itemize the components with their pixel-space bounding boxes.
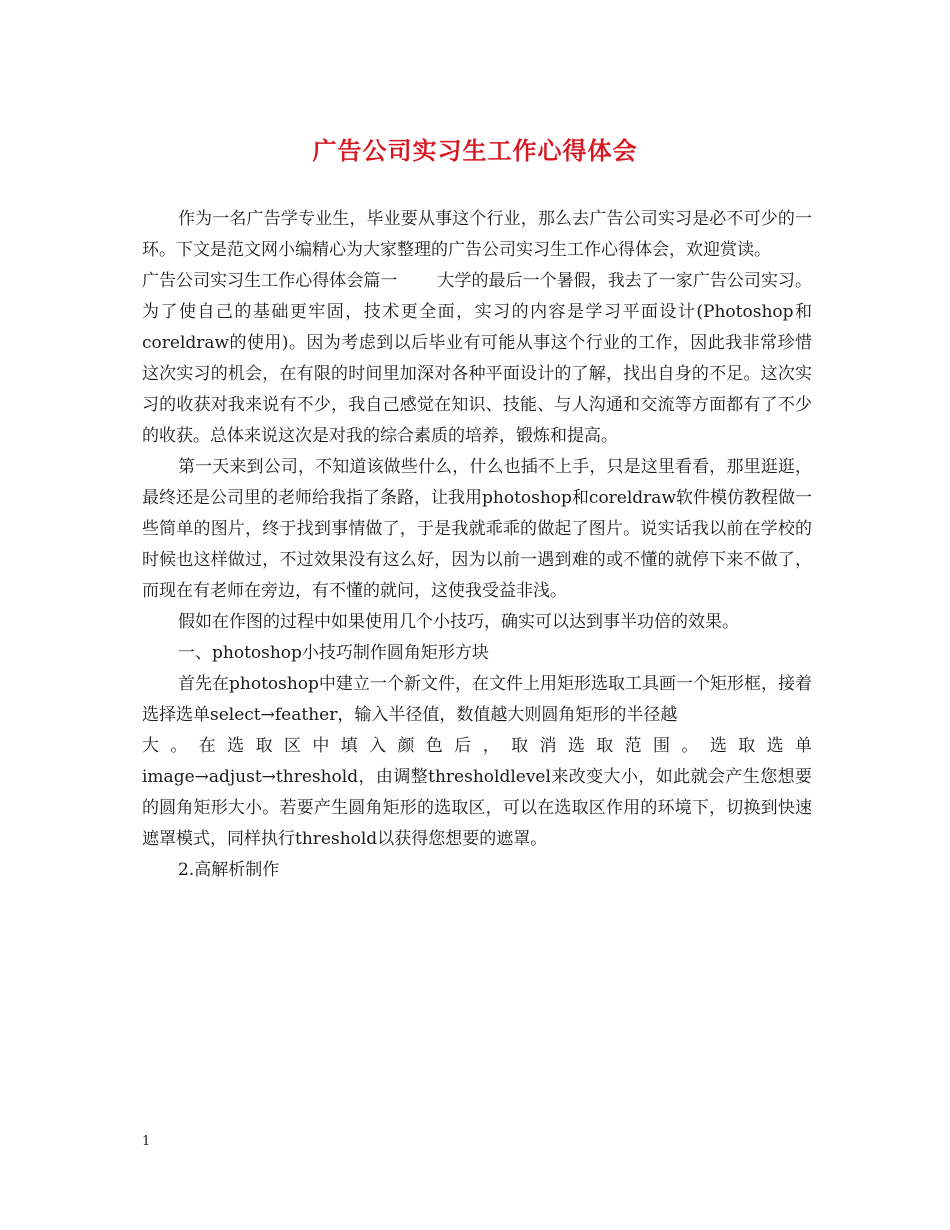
rounded-rect-line2: 大。在选取区中填入颜色后，取消选取范围。选取选单: [142, 736, 812, 756]
section-heading: 广告公司实习生工作心得体会篇一: [142, 271, 398, 291]
paragraph-tips: 假如在作图的过程中如果使用几个小技巧，确实可以达到事半功倍的效果。: [178, 612, 739, 632]
paragraph-first-day: 第一天来到公司，不知道该做些什么，什么也插不上手，只是这里看看，那里逛逛，最终还是公司里的老师给我指了条路，让我用photoshop和coreldraw软件模仿教程做一些简单的图片，终于找到事情做了，于是我就乖乖的做起了图片。说实话我以前在学校的时候也这样做过，不过效果没有这么好，因为以前一遇到难的或不懂的就停下来不做了，而现在有老师在旁边，有不懂的就问，这使我受益非浅。: [142, 457, 812, 601]
paragraph-rounded-rect: [142, 669, 812, 731]
section-paragraph: [142, 266, 812, 452]
document-title: 广告公司实习生工作心得体会: [312, 136, 638, 165]
heading-photoshop-tip: 一、photoshop小技巧制作圆角矩形方块: [178, 643, 489, 663]
rounded-rect-line1: 首先在photoshop中建立一个新文件，在文件上用矩形选取工具画一个矩形框，接着选择选单select→feather，输入半径值，数值越大则圆角矩形的半径越: [142, 674, 812, 725]
heading-high-res: 2.高解析制作: [178, 860, 280, 880]
section-text: 大学的最后一个暑假，我去了一家广告公司实习。为了使自己的基础更牢固，技术更全面，实习的内容是学习平面设计(Photoshop和coreldraw的使用)。因为考虑到以后毕业有可能从事这个行业的工作，因此我非常珍惜这次实习的机会，在有限的时间里加深对各种平面设计的了解，找出自身的不足。这次实习的收获对我来说有不少，我自己感觉在知识、技能、与人沟通和交流等方面都有了不少的收获。总体来说这次是对我的综合素质的培养，锻炼和提高。: [142, 271, 812, 446]
rounded-rect-rest: image→adjust→threshold，由调整thresholdlevel来改变大小，如此就会产生您想要的圆角矩形大小。若要产生圆角矩形的选取区，可以在选取区作用的环境下，切换到快速遮罩模式，同样执行threshold以获得您想要的遮罩。: [142, 767, 812, 849]
page-number: 1: [142, 1134, 151, 1149]
document-body: [142, 204, 812, 886]
intro-paragraph: 作为一名广告学专业生，毕业要从事这个行业，那么去广告公司实习是必不可少的一环。下文是范文网小编精心为大家整理的广告公司实习生工作心得体会，欢迎赏读。: [142, 209, 812, 260]
